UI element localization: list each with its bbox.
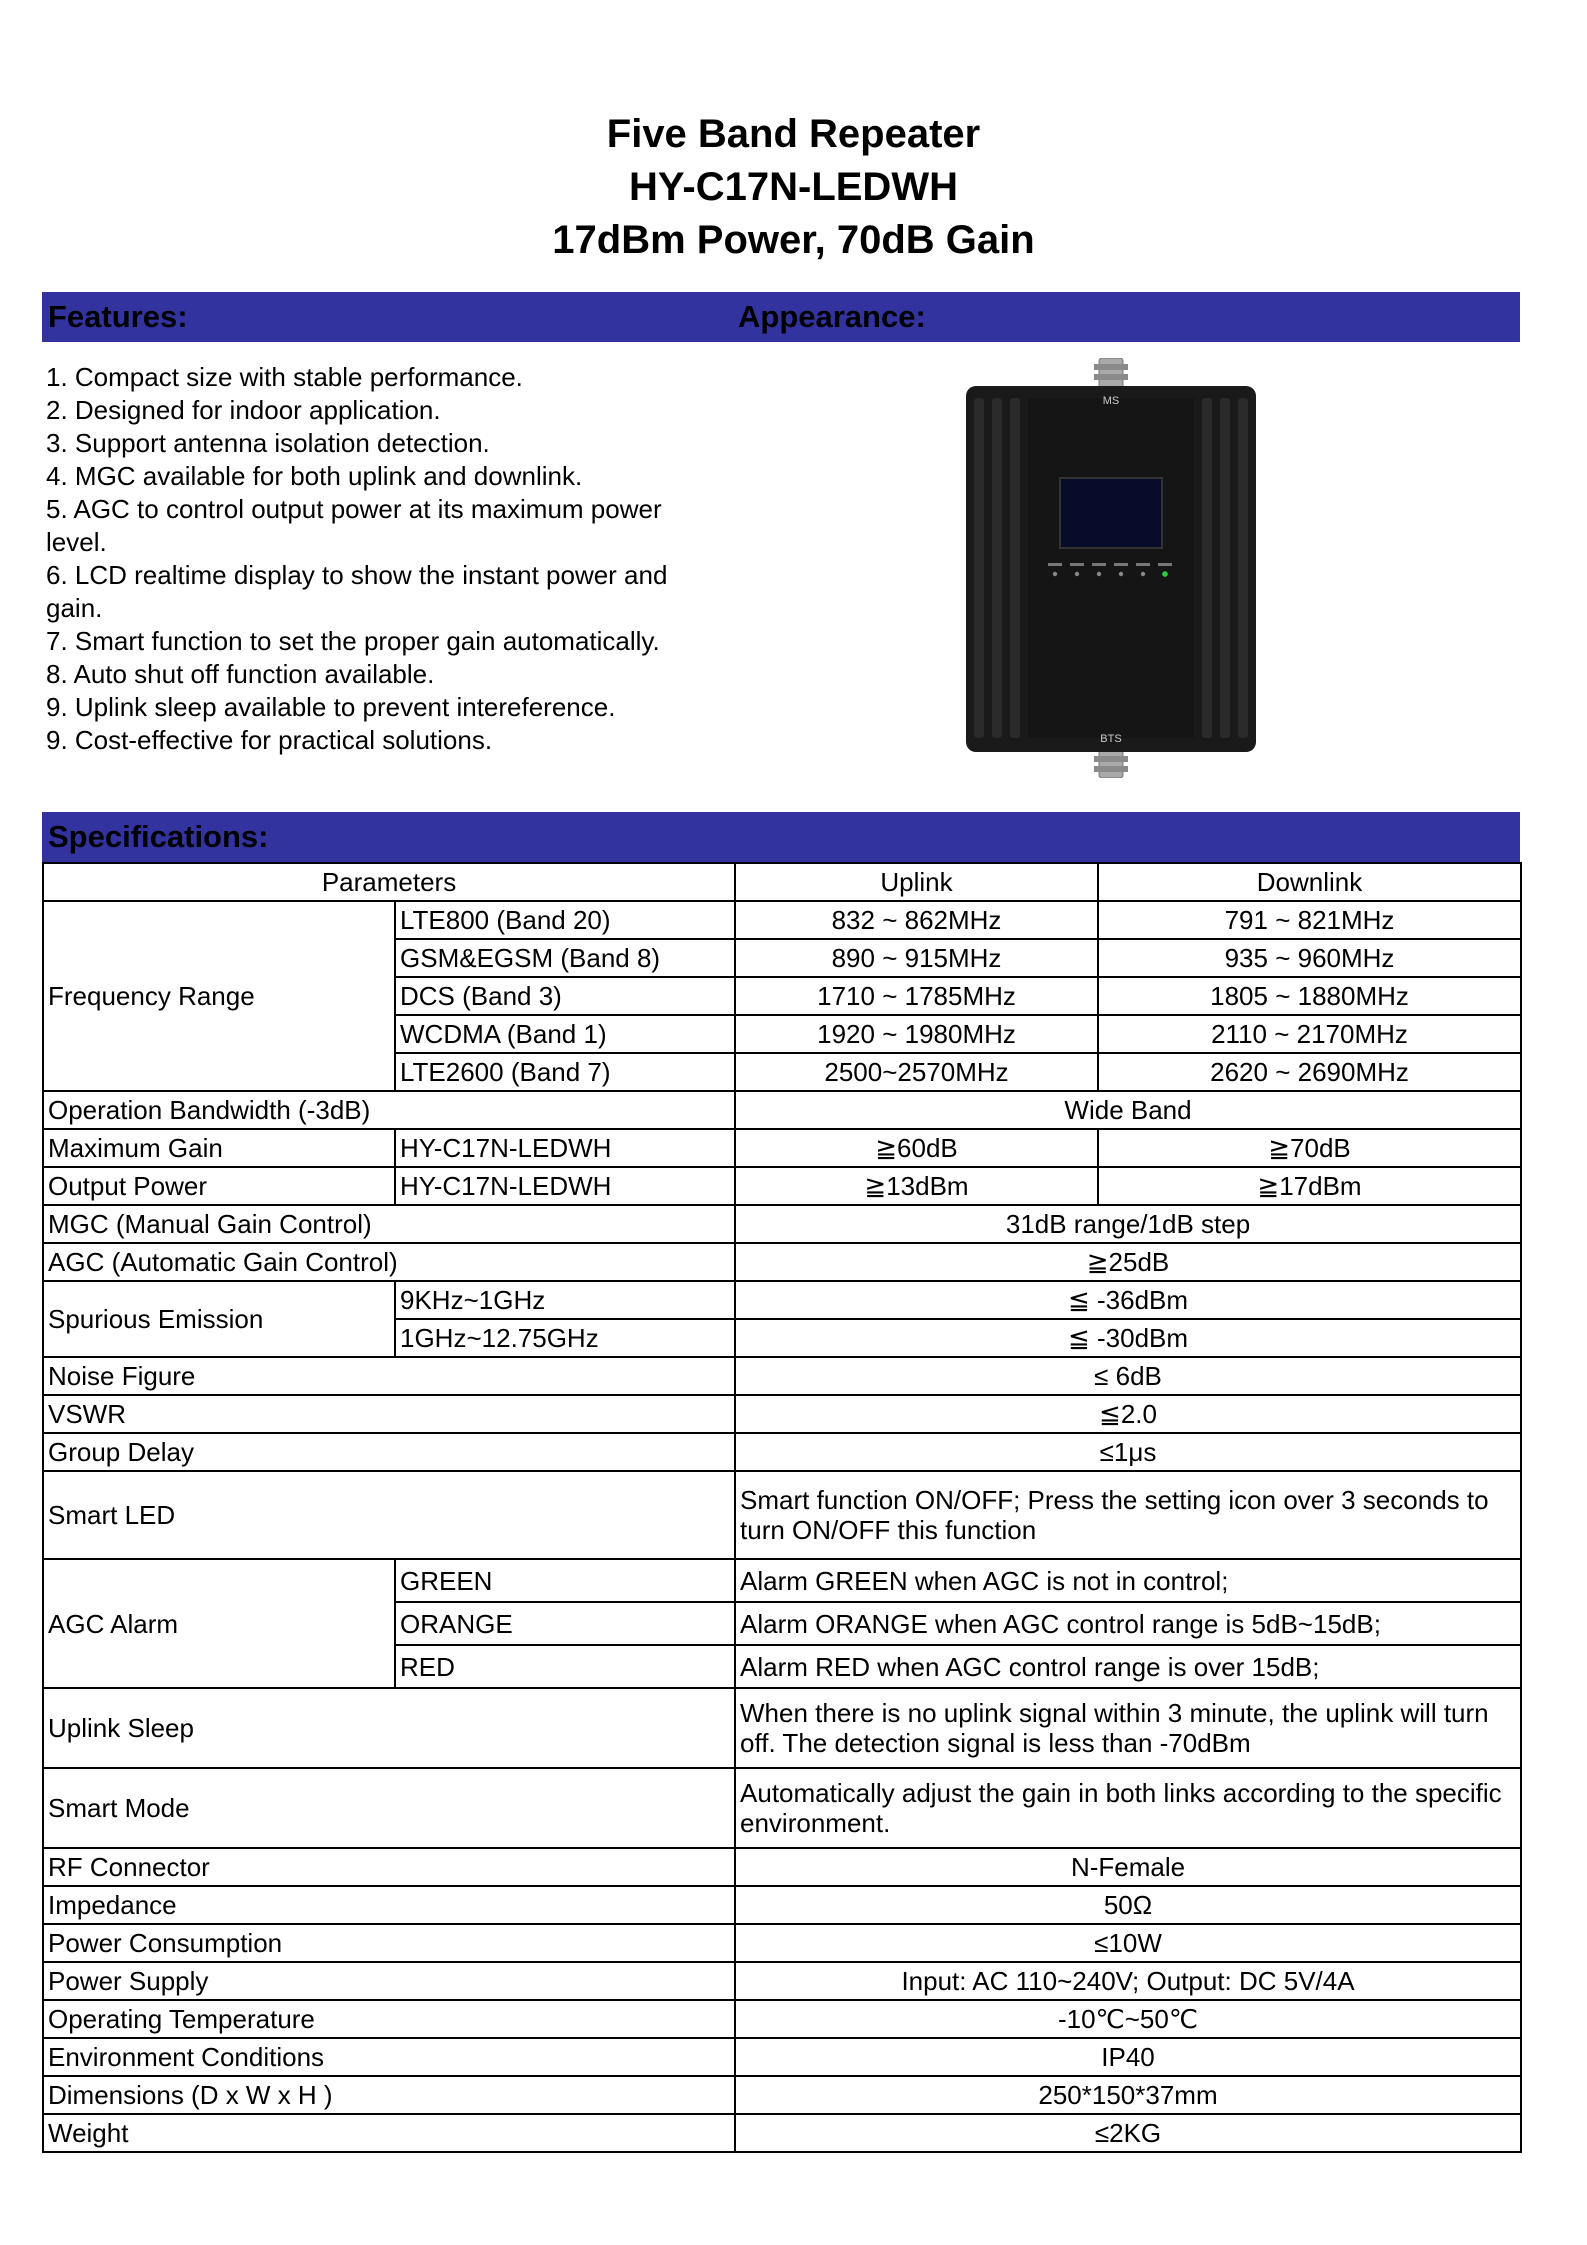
power-consumption-label: Power Consumption xyxy=(43,1924,735,1962)
mgc-value: 31dB range/1dB step xyxy=(735,1205,1521,1243)
impedance-label: Impedance xyxy=(43,1886,735,1924)
features-heading: Features: xyxy=(48,299,188,334)
smart-led-value: Smart function ON/OFF; Press the setting icon over 3 seconds to turn ON/OFF this function xyxy=(735,1471,1521,1559)
table-row xyxy=(43,1559,1521,1602)
feature-item: 9. Uplink sleep available to prevent intereference. xyxy=(46,692,616,722)
uplink-freq: 832 ~ 862MHz xyxy=(735,901,1098,939)
group-delay-label: Group Delay xyxy=(43,1433,735,1471)
header-parameters: Parameters xyxy=(43,863,735,901)
table-row xyxy=(43,2000,1521,2038)
operating-temp-value: -10℃~50℃ xyxy=(735,2000,1521,2038)
label-ms: MS xyxy=(1102,395,1120,407)
band-name: LTE2600 (Band 7) xyxy=(395,1053,735,1091)
table-row xyxy=(43,1962,1521,2000)
alarm-color: GREEN xyxy=(395,1559,735,1602)
smart-mode-value: Automatically adjust the gain in both links according to the specific environment. xyxy=(735,1768,1521,1848)
table-row xyxy=(43,1281,1521,1319)
environment-label: Environment Conditions xyxy=(43,2038,735,2076)
downlink-freq: 2620 ~ 2690MHz xyxy=(1098,1053,1521,1091)
table-row xyxy=(43,1357,1521,1395)
uplink-sleep-value: When there is no uplink signal within 3 minute, the uplink will turn off. The detection signal is less than -70dBm xyxy=(735,1688,1521,1768)
output-power-downlink: ≧17dBm xyxy=(1098,1167,1521,1205)
table-row xyxy=(43,1471,1521,1559)
spurious-value: ≦ -36dBm xyxy=(735,1281,1521,1319)
table-row xyxy=(43,901,1521,939)
rf-connector-label: RF Connector xyxy=(43,1848,735,1886)
feature-item: 1. Compact size with stable performance. xyxy=(46,362,523,392)
vswr-label: VSWR xyxy=(43,1395,735,1433)
frequency-range-label: Frequency Range xyxy=(43,901,395,1091)
max-gain-label: Maximum Gain xyxy=(43,1129,395,1167)
device-photo xyxy=(966,358,1256,778)
power-consumption-value: ≤10W xyxy=(735,1924,1521,1962)
feature-item: 2. Designed for indoor application. xyxy=(46,395,441,425)
weight-label: Weight xyxy=(43,2114,735,2152)
uplink-freq: 1920 ~ 1980MHz xyxy=(735,1015,1098,1053)
power-supply-label: Power Supply xyxy=(43,1962,735,2000)
vswr-value: ≦2.0 xyxy=(735,1395,1521,1433)
specifications-heading: Specifications: xyxy=(48,819,269,854)
alarm-color: ORANGE xyxy=(395,1602,735,1645)
feature-item: 6. LCD realtime display to show the instant power and gain. xyxy=(46,560,668,623)
output-power-label: Output Power xyxy=(43,1167,395,1205)
impedance-value: 50Ω xyxy=(735,1886,1521,1924)
title-model: HY-C17N-LEDWH xyxy=(629,165,958,209)
table-row xyxy=(43,1243,1521,1281)
table-row xyxy=(43,1395,1521,1433)
specifications-bar xyxy=(42,812,1520,862)
uplink-freq: 890 ~ 915MHz xyxy=(735,939,1098,977)
table-row xyxy=(43,2076,1521,2114)
downlink-freq: 935 ~ 960MHz xyxy=(1098,939,1521,977)
downlink-freq: 1805 ~ 1880MHz xyxy=(1098,977,1521,1015)
features-appearance-bar xyxy=(42,292,1520,342)
appearance-heading: Appearance: xyxy=(738,299,926,334)
noise-figure-label: Noise Figure xyxy=(43,1357,735,1395)
label-bts: BTS xyxy=(1100,733,1122,745)
uplink-sleep-label: Uplink Sleep xyxy=(43,1688,735,1768)
header-downlink: Downlink xyxy=(1098,863,1521,901)
band-name: GSM&EGSM (Band 8) xyxy=(395,939,735,977)
feature-item: 4. MGC available for both uplink and downlink. xyxy=(46,461,583,491)
table-row xyxy=(43,1688,1521,1768)
max-gain-downlink: ≧70dB xyxy=(1098,1129,1521,1167)
feature-item: 8. Auto shut off function available. xyxy=(46,659,435,689)
max-gain-uplink: ≧60dB xyxy=(735,1129,1098,1167)
lcd-screen xyxy=(1060,478,1162,548)
band-name: DCS (Band 3) xyxy=(395,977,735,1015)
uplink-freq: 2500~2570MHz xyxy=(735,1053,1098,1091)
band-name: WCDMA (Band 1) xyxy=(395,1015,735,1053)
specifications-table xyxy=(42,862,1522,2153)
smart-mode-label: Smart Mode xyxy=(43,1768,735,1848)
document-title xyxy=(0,108,1587,267)
power-supply-value: Input: AC 110~240V; Output: DC 5V/4A xyxy=(735,1962,1521,2000)
noise-figure-value: ≤ 6dB xyxy=(735,1357,1521,1395)
band-name: LTE800 (Band 20) xyxy=(395,901,735,939)
alarm-description: Alarm ORANGE when AGC control range is 5dB~15dB; xyxy=(735,1602,1521,1645)
downlink-freq: 791 ~ 821MHz xyxy=(1098,901,1521,939)
spurious-range: 1GHz~12.75GHz xyxy=(395,1319,735,1357)
feature-item: 7. Smart function to set the proper gain automatically. xyxy=(46,626,660,656)
alarm-color: RED xyxy=(395,1645,735,1688)
feature-item: 5. AGC to control output power at its maximum power level. xyxy=(46,494,662,557)
downlink-freq: 2110 ~ 2170MHz xyxy=(1098,1015,1521,1053)
title-product-name: Five Band Repeater xyxy=(606,112,981,156)
table-row xyxy=(43,1924,1521,1962)
table-row xyxy=(43,1848,1521,1886)
environment-value: IP40 xyxy=(735,2038,1521,2076)
spurious-range: 9KHz~1GHz xyxy=(395,1281,735,1319)
title-tagline: 17dBm Power, 70dB Gain xyxy=(552,218,1035,262)
table-row xyxy=(43,1091,1521,1129)
table-row xyxy=(43,1768,1521,1848)
table-row xyxy=(43,2038,1521,2076)
agc-alarm-label: AGC Alarm xyxy=(43,1559,395,1688)
dimensions-value: 250*150*37mm xyxy=(735,2076,1521,2114)
table-row xyxy=(43,1205,1521,1243)
smart-led-label: Smart LED xyxy=(43,1471,735,1559)
table-header-row xyxy=(43,863,1521,901)
table-row xyxy=(43,2114,1521,2152)
table-row xyxy=(43,1886,1521,1924)
operating-temp-label: Operating Temperature xyxy=(43,2000,735,2038)
spurious-value: ≦ -30dBm xyxy=(735,1319,1521,1357)
features-list xyxy=(46,361,706,757)
table-row xyxy=(43,1433,1521,1471)
alarm-description: Alarm GREEN when AGC is not in control; xyxy=(735,1559,1521,1602)
uplink-freq: 1710 ~ 1785MHz xyxy=(735,977,1098,1015)
bandwidth-label: Operation Bandwidth (-3dB) xyxy=(43,1091,735,1129)
mgc-label: MGC (Manual Gain Control) xyxy=(43,1205,735,1243)
feature-item: 9. Cost-effective for practical solutions. xyxy=(46,725,493,755)
table-row xyxy=(43,1167,1521,1205)
agc-label: AGC (Automatic Gain Control) xyxy=(43,1243,735,1281)
alarm-description: Alarm RED when AGC control range is over 15dB; xyxy=(735,1645,1521,1688)
rf-connector-value: N-Female xyxy=(735,1848,1521,1886)
bandwidth-value: Wide Band xyxy=(735,1091,1521,1129)
dimensions-label: Dimensions (D x W x H ) xyxy=(43,2076,735,2114)
output-power-model: HY-C17N-LEDWH xyxy=(395,1167,735,1205)
max-gain-model: HY-C17N-LEDWH xyxy=(395,1129,735,1167)
table-row xyxy=(43,1129,1521,1167)
feature-item: 3. Support antenna isolation detection. xyxy=(46,428,490,458)
spurious-label: Spurious Emission xyxy=(43,1281,395,1357)
header-uplink: Uplink xyxy=(735,863,1098,901)
agc-value: ≧25dB xyxy=(735,1243,1521,1281)
bottom-connector-icon xyxy=(1099,748,1123,778)
group-delay-value: ≤1μs xyxy=(735,1433,1521,1471)
output-power-uplink: ≧13dBm xyxy=(735,1167,1098,1205)
weight-value: ≤2KG xyxy=(735,2114,1521,2152)
